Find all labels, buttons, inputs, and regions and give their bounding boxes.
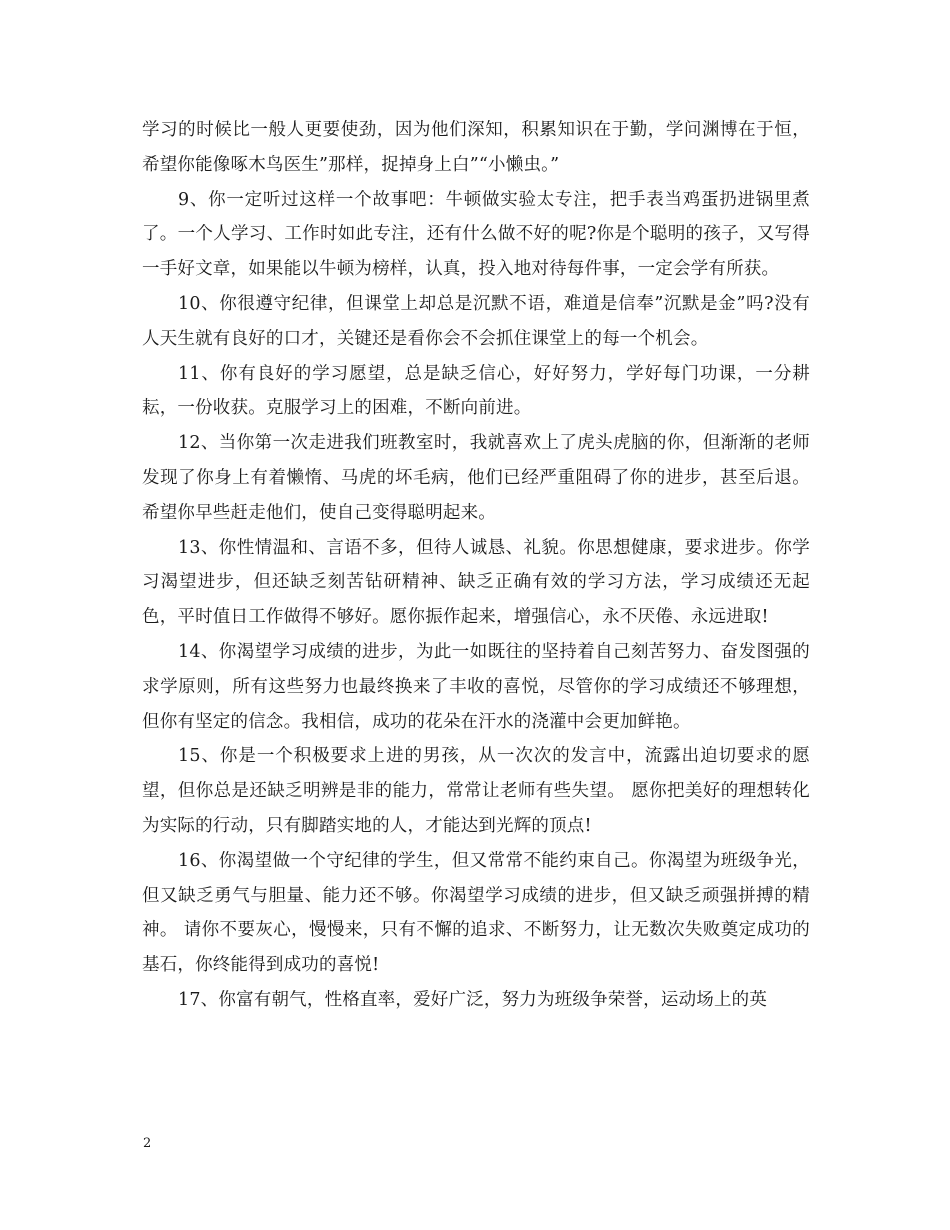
paragraph-item-11: 11、你有良好的学习愿望，总是缺乏信心，好好努力，学好每门功课，一分耕耘，一份收获。克服学习上的困难，不断向前进。 [142, 363, 810, 419]
paragraph-item-13: 13、你性情温和、言语不多，但待人诚恳、礼貌。你思想健康，要求进步。你学习渴望进步，但还缺乏刻苦钻研精神、缺乏正确有效的学习方法，学习成绩还无起色，平时值日工作做得不够好。愿你振作起来，增强信心，永不厌倦、永远进取! [142, 537, 810, 628]
paragraph-item-15: 15、你是一个积极要求上进的男孩，从一次次的发言中，流露出迫切要求的愿望，但你总是还缺乏明辨是非的能力，常常让老师有些失望。 愿你把美好的理想转化为实际的行动，只有脚踏实地的人，才能达到光辉的顶点! [142, 746, 810, 836]
document-body [142, 113, 810, 1018]
paragraph-item-17: 17、你富有朝气，性格直率，爱好广泛，努力为班级争荣誉，运动场上的英 [178, 989, 768, 1010]
paragraph-item-14: 14、你渴望学习成绩的进步，为此一如既往的坚持着自己刻苦努力、奋发图强的求学原则，所有这些努力也最终换来了丰收的喜悦，尽管你的学习成绩还不够理想，但你有坚定的信念。我相信，成功的花朵在汗水的浇灌中会更加鲜艳。 [142, 641, 810, 732]
paragraph-item-9: 9、你一定听过这样一个故事吧：牛顿做实验太专注，把手表当鸡蛋扔进锅里煮了。一个人学习、工作时如此专注，还有什么做不好的呢?你是个聪明的孩子，又写得一手好文章，如果能以牛顿为榜样，认真，投入地对待每件事，一定会学有所获。 [142, 189, 810, 280]
paragraph-item-16: 16、你渴望做一个守纪律的学生，但又常常不能约束自己。你渴望为班级争光，但又缺乏勇气与胆量、能力还不够。你渴望学习成绩的进步，但又缺乏顽强拼搏的精神。 请你不要灰心，慢慢来，只有不懈的追求、不断努力，让无数次失败奠定成功的基石，你终能得到成功的喜悦! [142, 850, 810, 976]
page-number: 2 [143, 1136, 152, 1151]
paragraph-item-10: 10、你很遵守纪律，但课堂上却总是沉默不语，难道是信奉”沉默是金”吗?没有人天生就有良好的口才，关键还是看你会不会抓住课堂上的每一个机会。 [142, 293, 810, 349]
paragraph-continuation: 学习的时候比一般人更要使劲，因为他们深知，积累知识在于勤，学问渊博在于恒，希望你能像啄木鸟医生”那样，捉掉身上白”“小懒虫。” [142, 120, 810, 175]
paragraph-item-12: 12、当你第一次走进我们班教室时，我就喜欢上了虎头虎脑的你，但渐渐的老师发现了你身上有着懒惰、马虎的坏毛病，他们已经严重阻碍了你的进步，甚至后退。希望你早些赶走他们，使自己变得聪明起来。 [142, 433, 810, 523]
